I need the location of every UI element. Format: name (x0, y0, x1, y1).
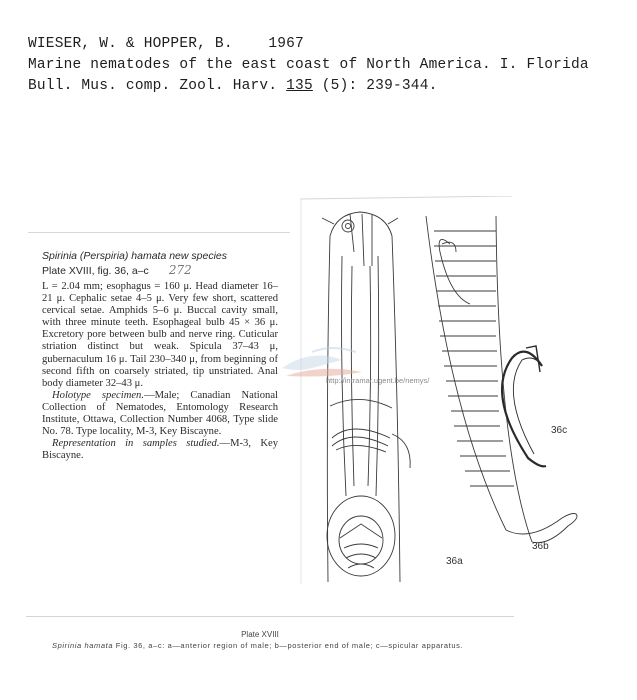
plate-reference: Plate XVIII, fig. 36, a–c (42, 265, 149, 277)
citation-authors-line (28, 36, 304, 52)
holotype-label: Holotype specimen. (52, 389, 144, 401)
citation-journal-line (28, 78, 438, 94)
citation-year: 1967 (268, 36, 304, 52)
watermark-url: http://intramar.ugent.be/nemys/ (326, 376, 430, 385)
caption-rule (26, 616, 514, 617)
representation-label: Representation in samples studied. (52, 438, 220, 450)
citation-journal: Bull. Mus. comp. Zool. Harv. (28, 78, 287, 94)
clipping-edge (28, 232, 290, 233)
figure-label-36b: 36b (532, 541, 549, 552)
figure-36b-posterior-end (426, 216, 577, 543)
plate-caption-title: Plate XVIII (241, 630, 279, 639)
species-title: Spirinia (Perspiria) hamata new species (42, 250, 227, 262)
citation-authors: WIESER, W. & HOPPER, B. (28, 36, 233, 52)
figure-label-36a: 36a (446, 556, 463, 567)
holotype-paragraph (42, 390, 278, 438)
plate-caption-text: Fig. 36, a–c: a—anterior region of male; b—posterior end of male; c—spicular apparatus. (113, 641, 464, 650)
citation-volume: 135 (286, 78, 313, 94)
plate-caption (52, 641, 463, 650)
handwritten-number: 272 (168, 263, 192, 277)
holotype-text: —Male; Canadian National Collection of Nematodes, Entomology Research Institute, Ottawa, Collection Number 4068, Type slide No. 78. Type locality, M-3, Key Biscayne. (42, 389, 278, 438)
plate-caption-species: Spirinia hamata (52, 641, 114, 650)
representation-paragraph (42, 438, 278, 462)
description-body: L = 2.04 mm; esophagus = 160 μ. Head diameter 16–21 μ. Cephalic setae 4–5 μ. Very few short, scattered cervical setae. Amphids 5–6 μ. Buccal cavity small, with three minute teeth. Esophageal bulb 45 × 36 μ. Excretory pore between bulb and nerve ring. Cuticular striation distinct but weak. Spicula 37–43 μ, gubernaculum 16 μ. Tail 230–340 μ, from beginning of second fifth on coarsely striated, tip unstriated. Anal body diameter 32–43 μ. (42, 281, 278, 389)
citation-pages: (5): 239-344. (312, 78, 438, 94)
citation-title: Marine nematodes of the east coast of North America. I. Florida (28, 57, 589, 73)
nemys-watermark-logo (272, 338, 392, 398)
plate-reference-line (42, 263, 278, 277)
figure-label-36c: 36c (551, 425, 568, 436)
representation-text: —M-3, Key Biscayne. (42, 438, 278, 462)
species-description (42, 250, 278, 462)
figure-36c-spicular-apparatus (502, 346, 546, 466)
